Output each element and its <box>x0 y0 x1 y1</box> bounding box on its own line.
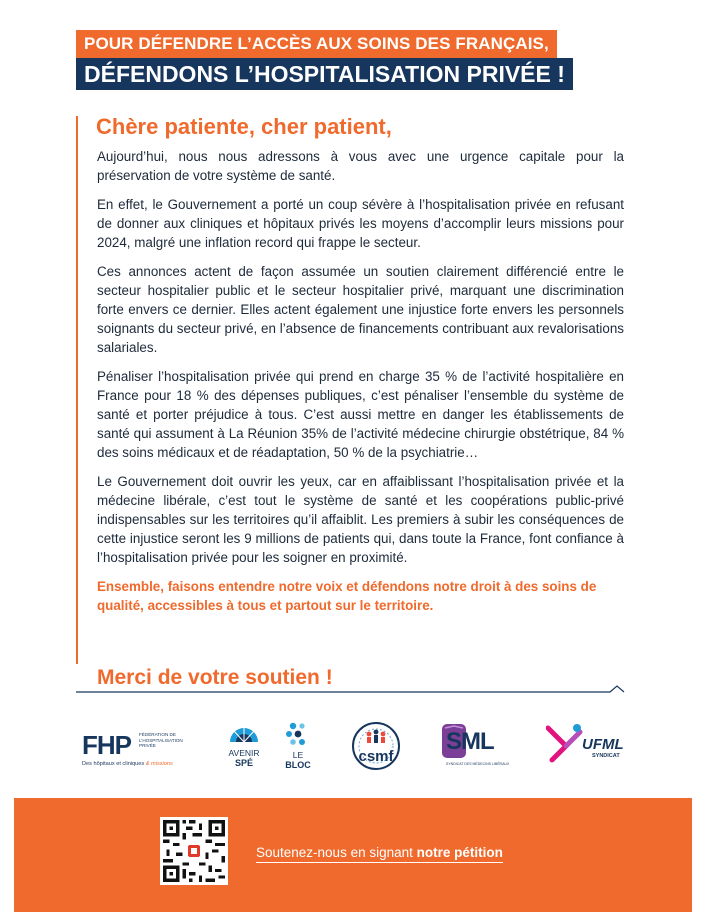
header-line-2: DÉFENDONS L’HOSPITALISATION PRIVÉE ! <box>76 58 573 90</box>
petition-qr-code[interactable] <box>160 817 228 885</box>
le-bloc-dots-icon <box>284 722 312 746</box>
letter-greeting: Chère patiente, cher patient, <box>96 114 392 139</box>
sml-subtitle: SYNDICAT DES MÉDECINS LIBÉRAUX <box>446 762 510 766</box>
letter-paragraph: Ces annonces actent de façon assumée un soutien clairement différencié entre le secteur hospitalier public et le secteur hospitalier privé, marquant une discrimination forte envers ce dernier. Elles actent également une injustice forte envers les personnels soignants du secteur privé, en l’absence de financements contribuant aux revalorisations salariales. <box>97 264 624 355</box>
fhp-fullname: FÉDÉRATION DE L’HOSPITALISATION PRIVÉE <box>139 732 183 748</box>
petition-prefix: Soutenez-nous en signant <box>256 845 413 860</box>
letter-paragraph: Le Gouvernement doit ouvrir les yeux, car en affaiblissant l’hospitalisation privée et la médecine libérale, c’est tout le système de santé et les coopérations public-privé indispensables sur les territoires qu’il affaiblit. Les premiers à subir les conséquences de cette injustice seront les 9 millions de patients qui, dans toute la France, font confiance à l’hospitalisation privée pour les soigner en proximité. <box>97 474 624 565</box>
fhp-tagline: Des hôpitaux et cliniques <box>82 761 145 767</box>
fhp-logo <box>82 728 212 772</box>
letter-paragraph: En effet, le Gouvernement a porté un coup sévère à l’hospitalisation privée en refusant de donner aux cliniques et hôpitaux privés les moyens d’accomplir leurs missions pour 2024, malgré une inflation record qui frappe le secteur. <box>97 197 624 250</box>
petition-link[interactable] <box>256 845 503 863</box>
ufml-subtitle: SYNDICAT <box>592 753 620 759</box>
csmf-logo <box>347 722 405 774</box>
fhp-acronym: FHP <box>82 730 131 760</box>
sml-name: SML <box>446 728 494 755</box>
letter-paragraph: Pénaliser l’hospitalisation privée qui prend en charge 35 % de l’activité hospitalière en France pour 18 % des dépenses publiques, c’est pénaliser l’ensemble du système de santé et porter préjudice à tous. C’est aussi mettre en danger les établissements de santé qui assument à La Réunion 35% de l’activité médecine chirurgie obstétrique, 84 % des soins médicaux et de réadaptation, 50 % de la psychiatrie… <box>97 369 624 460</box>
le-bloc-logo <box>282 722 314 774</box>
header-line-1: POUR DÉFENDRE L’ACCÈS AUX SOINS DES FRANÇAIS, <box>76 30 557 58</box>
qr-code-icon <box>160 817 228 885</box>
csmf-name: csmf <box>358 748 394 765</box>
fhp-tagline-accent: & missions <box>145 761 173 767</box>
ufml-name: UFML <box>582 736 624 753</box>
le-bloc-line2: BLOC <box>285 760 311 770</box>
sml-logo <box>442 724 508 772</box>
left-accent-rule <box>76 116 78 664</box>
letter-paragraph: Aujourd’hui, nous nous adressons à vous avec une urgence capitale pour la préservation de votre système de santé. <box>97 149 624 183</box>
ufml-logo <box>546 722 630 770</box>
avenir-spe-logo <box>217 722 271 774</box>
ufml-figure-icon <box>546 722 584 764</box>
le-bloc-line1: LE <box>292 750 304 760</box>
avenir-line1: AVENIR <box>228 748 260 758</box>
letter-body <box>97 147 624 625</box>
closing-underline <box>76 680 626 700</box>
avenir-sunrise-icon <box>226 722 262 744</box>
petition-link-text[interactable]: notre pétition <box>416 845 503 860</box>
letter-closing: Merci de votre soutien ! <box>97 666 333 689</box>
avenir-line2: SPÉ <box>234 758 253 768</box>
call-to-action: Ensemble, faisons entendre notre voix et défendons notre droit à des soins de qualité, accessibles à tous et partout sur le territoire. <box>97 579 597 613</box>
